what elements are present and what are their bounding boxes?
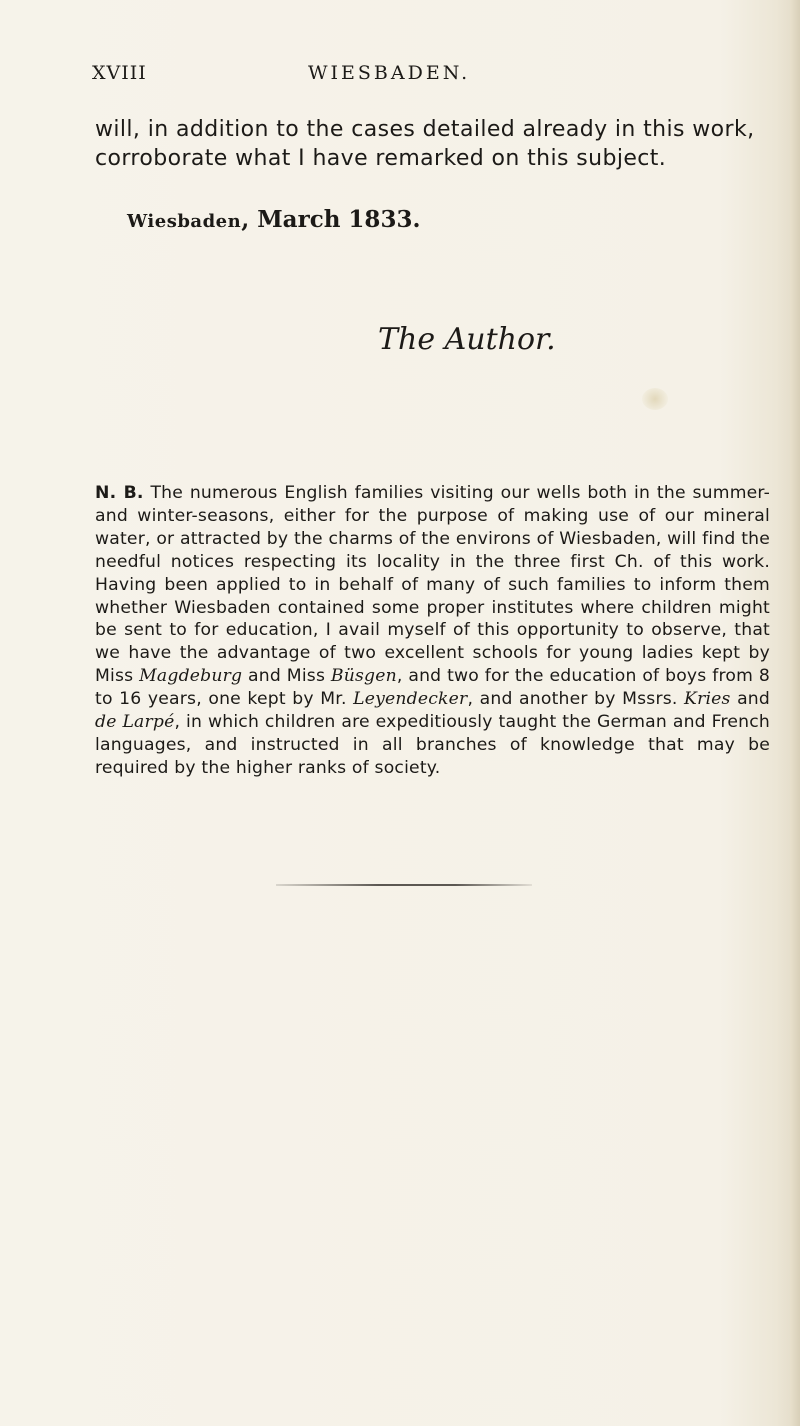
note-italic-name: Kries [684, 689, 731, 710]
page-edge [790, 0, 800, 1426]
note-label: N. B. [95, 483, 144, 503]
note-text-segment: , and another by Mssrs. [467, 689, 685, 710]
page-number: XVIII [92, 62, 147, 84]
note-text-segment: , and two for the education of boys from 8 to 16 years, one kept by Mr. [95, 666, 771, 710]
note-body [95, 483, 770, 778]
note-italic-name: Magdeburg [139, 666, 243, 687]
author-signature: The Author. [378, 322, 556, 357]
note-text-segment: and [730, 689, 771, 710]
note-italic-name: de Larpé [95, 712, 175, 733]
page-header [92, 62, 732, 92]
note-text-segment: , in which children are expeditiously taught the German and French languages, and instructed in all branches of knowledge that may be required by the higher ranks of society. [95, 712, 770, 778]
dateline-date: , March 1833. [241, 206, 421, 233]
ink-blot [642, 388, 668, 410]
note-text-segment: and Miss [242, 666, 331, 687]
running-head: WIESBADEN. [308, 62, 471, 84]
main-text [95, 115, 755, 173]
note-text-segment: The numerous English families visiting our wells both in the summer- and winter-seasons, either for the purpose of making use of our mineral water, or attracted by the charms of the environs of Wiesbaden, will find the needful notices respecting its locality in the three first Ch. of this work. Having been applied to in behalf of many of such families to inform them whether Wiesbaden contained some proper institutes where children might be sent to for education, I avail myself of this opportunity to observe, that we have the advantage of two excellent schools for young ladies kept by Miss [95, 483, 770, 687]
closing-rule [276, 884, 532, 886]
nota-bene-note [95, 482, 770, 780]
note-italic-name: Leyendecker [353, 689, 468, 710]
dateline [127, 206, 420, 233]
dateline-place: Wiesbaden [127, 211, 242, 232]
note-italic-name: Büsgen [330, 666, 397, 687]
closing-paragraph: will, in addition to the cases detailed already in this work, corroborate what I have remarked on this subject. [95, 117, 755, 171]
